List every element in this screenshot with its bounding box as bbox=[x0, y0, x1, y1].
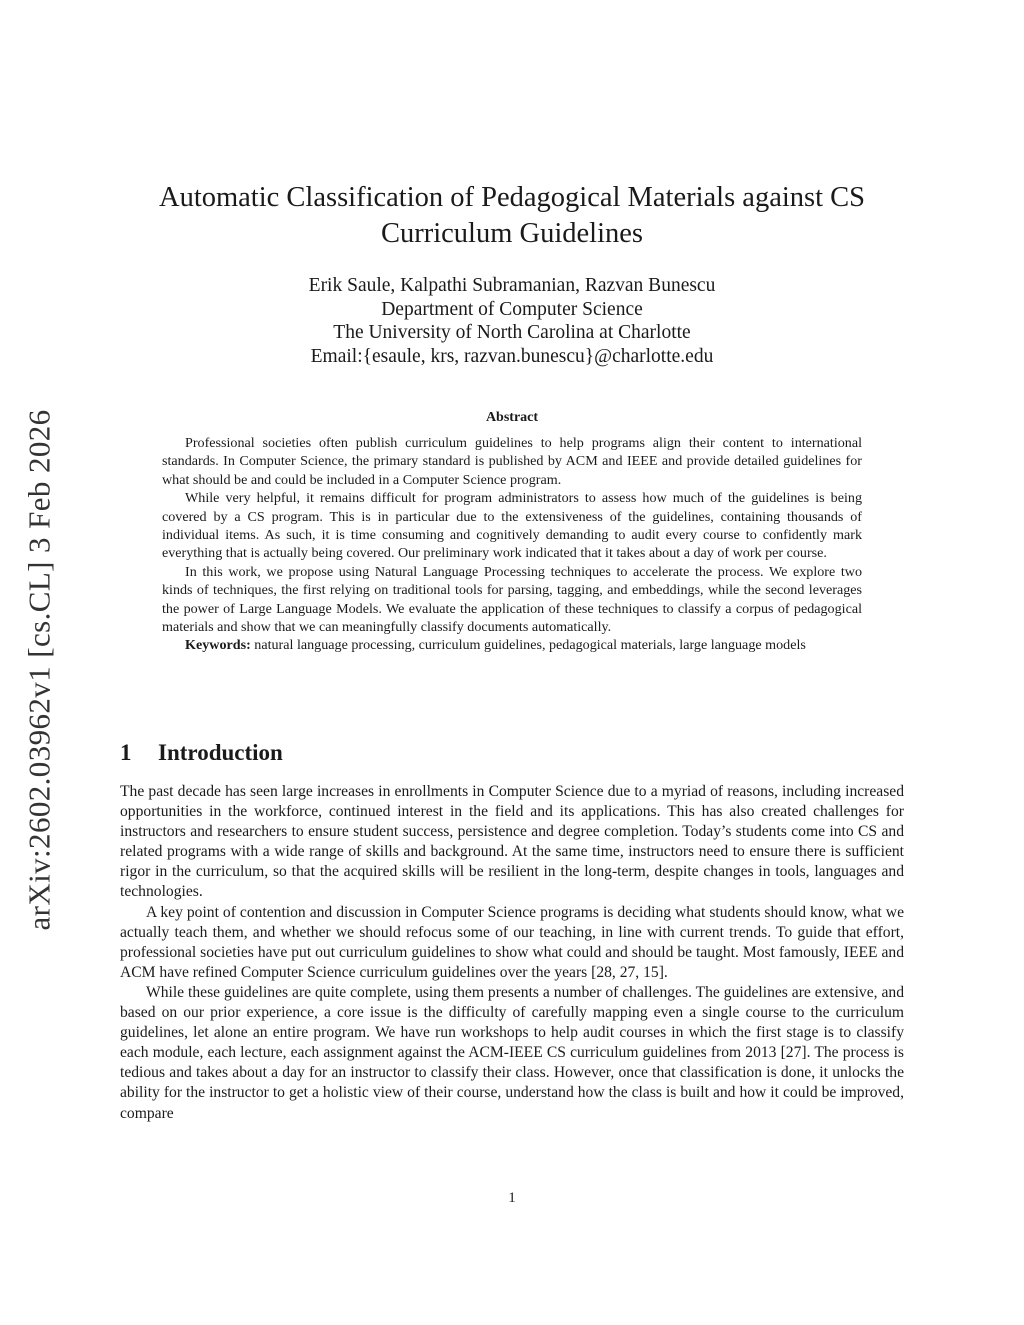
author-email: Email:{esaule, krs, razvan.bunescu}@charlotte.edu bbox=[310, 345, 714, 367]
keywords-paragraph bbox=[162, 636, 862, 654]
author-department: Department of Computer Science bbox=[381, 298, 643, 320]
keywords-text: natural language processing, curriculum guidelines, pedagogical materials, large language models bbox=[254, 637, 806, 654]
body-paragraph: A key point of contention and discussion in Computer Science programs is deciding what students should know, what we actually teach them, and whether we should refocus some of our teaching, in line with current trends. To guide that effort, professional societies have put out curriculum guidelines to show what could and should be taught. Most famously, IEEE and ACM have refined Computer Science curriculum guidelines over the years [28, 27, 15]. bbox=[120, 903, 904, 981]
abstract-body bbox=[162, 434, 862, 655]
introduction-body bbox=[120, 782, 904, 1124]
paper-title bbox=[120, 180, 904, 252]
keywords-label: Keywords: bbox=[185, 637, 251, 654]
section-number: 1 bbox=[120, 740, 132, 765]
abstract-paragraph: In this work, we propose using Natural Language Processing techniques to accelerate the process. We explore two kinds of techniques, the first relying on traditional tools for parsing, tagging, and embeddings, while the second leverages the power of Large Language Models. We evaluate the application of these techniques to classify a corpus of pedagogical materials and show that we can meaningfully classify documents automatically. bbox=[162, 563, 862, 636]
body-paragraph: The past decade has seen large increases in enrollments in Computer Science due to a myriad of reasons, including increased opportunities in the workforce, continued interest in the field and its applications. This has also created challenges for instructors and researchers to ensure student success, persistence and degree completion. Today’s students come into CS and related programs with a wide range of skills and background. At the same time, instructors need to ensure there is sufficient rigor in the curriculum, so that the acquired skills will be resilient in the long-term, despite changes in tools, languages and technologies. bbox=[120, 783, 904, 901]
section-heading-introduction bbox=[120, 738, 283, 768]
section-title: Introduction bbox=[158, 740, 283, 765]
arxiv-identifier-text: arXiv:2602.03962v1 [cs.CL] 3 Feb 2026 bbox=[22, 409, 58, 931]
arxiv-identifier-stamp bbox=[18, 380, 62, 960]
author-institution: The University of North Carolina at Charlotte bbox=[333, 322, 691, 343]
page-number: 1 bbox=[508, 1190, 516, 1206]
body-paragraph: While these guidelines are quite complete, using them presents a number of challenges. The guidelines are extensive, and based on our prior experience, a core issue is the difficulty of carefully mapping even a single course to the curriculum guidelines, let alone an entire program. We have run workshops to help audit courses in which the first stage is to classify each module, each lecture, each assignment against the ACM-IEEE CS curriculum guidelines from 2013 [27]. The process is tedious and takes about a day for an instructor to classify their class. However, once that classification is done, it unlocks the ability for the instructor to get a holistic view of their course, understand how the class is built and how it could be improved, compare bbox=[120, 983, 904, 1122]
paper-title-line-2: Curriculum Guidelines bbox=[381, 218, 643, 249]
abstract-paragraph: Professional societies often publish curriculum guidelines to help programs align their content to international standards. In Computer Science, the primary standard is published by ACM and IEEE and provide detailed guidelines for what should be and could be included in a Computer Science program. bbox=[162, 435, 862, 488]
abstract-paragraph: While very helpful, it remains difficult for program administrators to assess how much of the guidelines is being covered by a CS program. This is in particular due to the extensiveness of the guidelines, containing thousands of individual items. As such, it is time consuming and cognitively demanding to audit every course to confidently mark everything that is actually being covered. Our preliminary work indicated that it takes about a day of work per course. bbox=[162, 490, 862, 562]
abstract-heading: Abstract bbox=[485, 410, 539, 425]
paper-title-line-1: Automatic Classification of Pedagogical Materials against CS bbox=[158, 182, 865, 213]
author-block bbox=[120, 274, 904, 368]
author-names: Erik Saule, Kalpathi Subramanian, Razvan Bunescu bbox=[308, 275, 716, 296]
